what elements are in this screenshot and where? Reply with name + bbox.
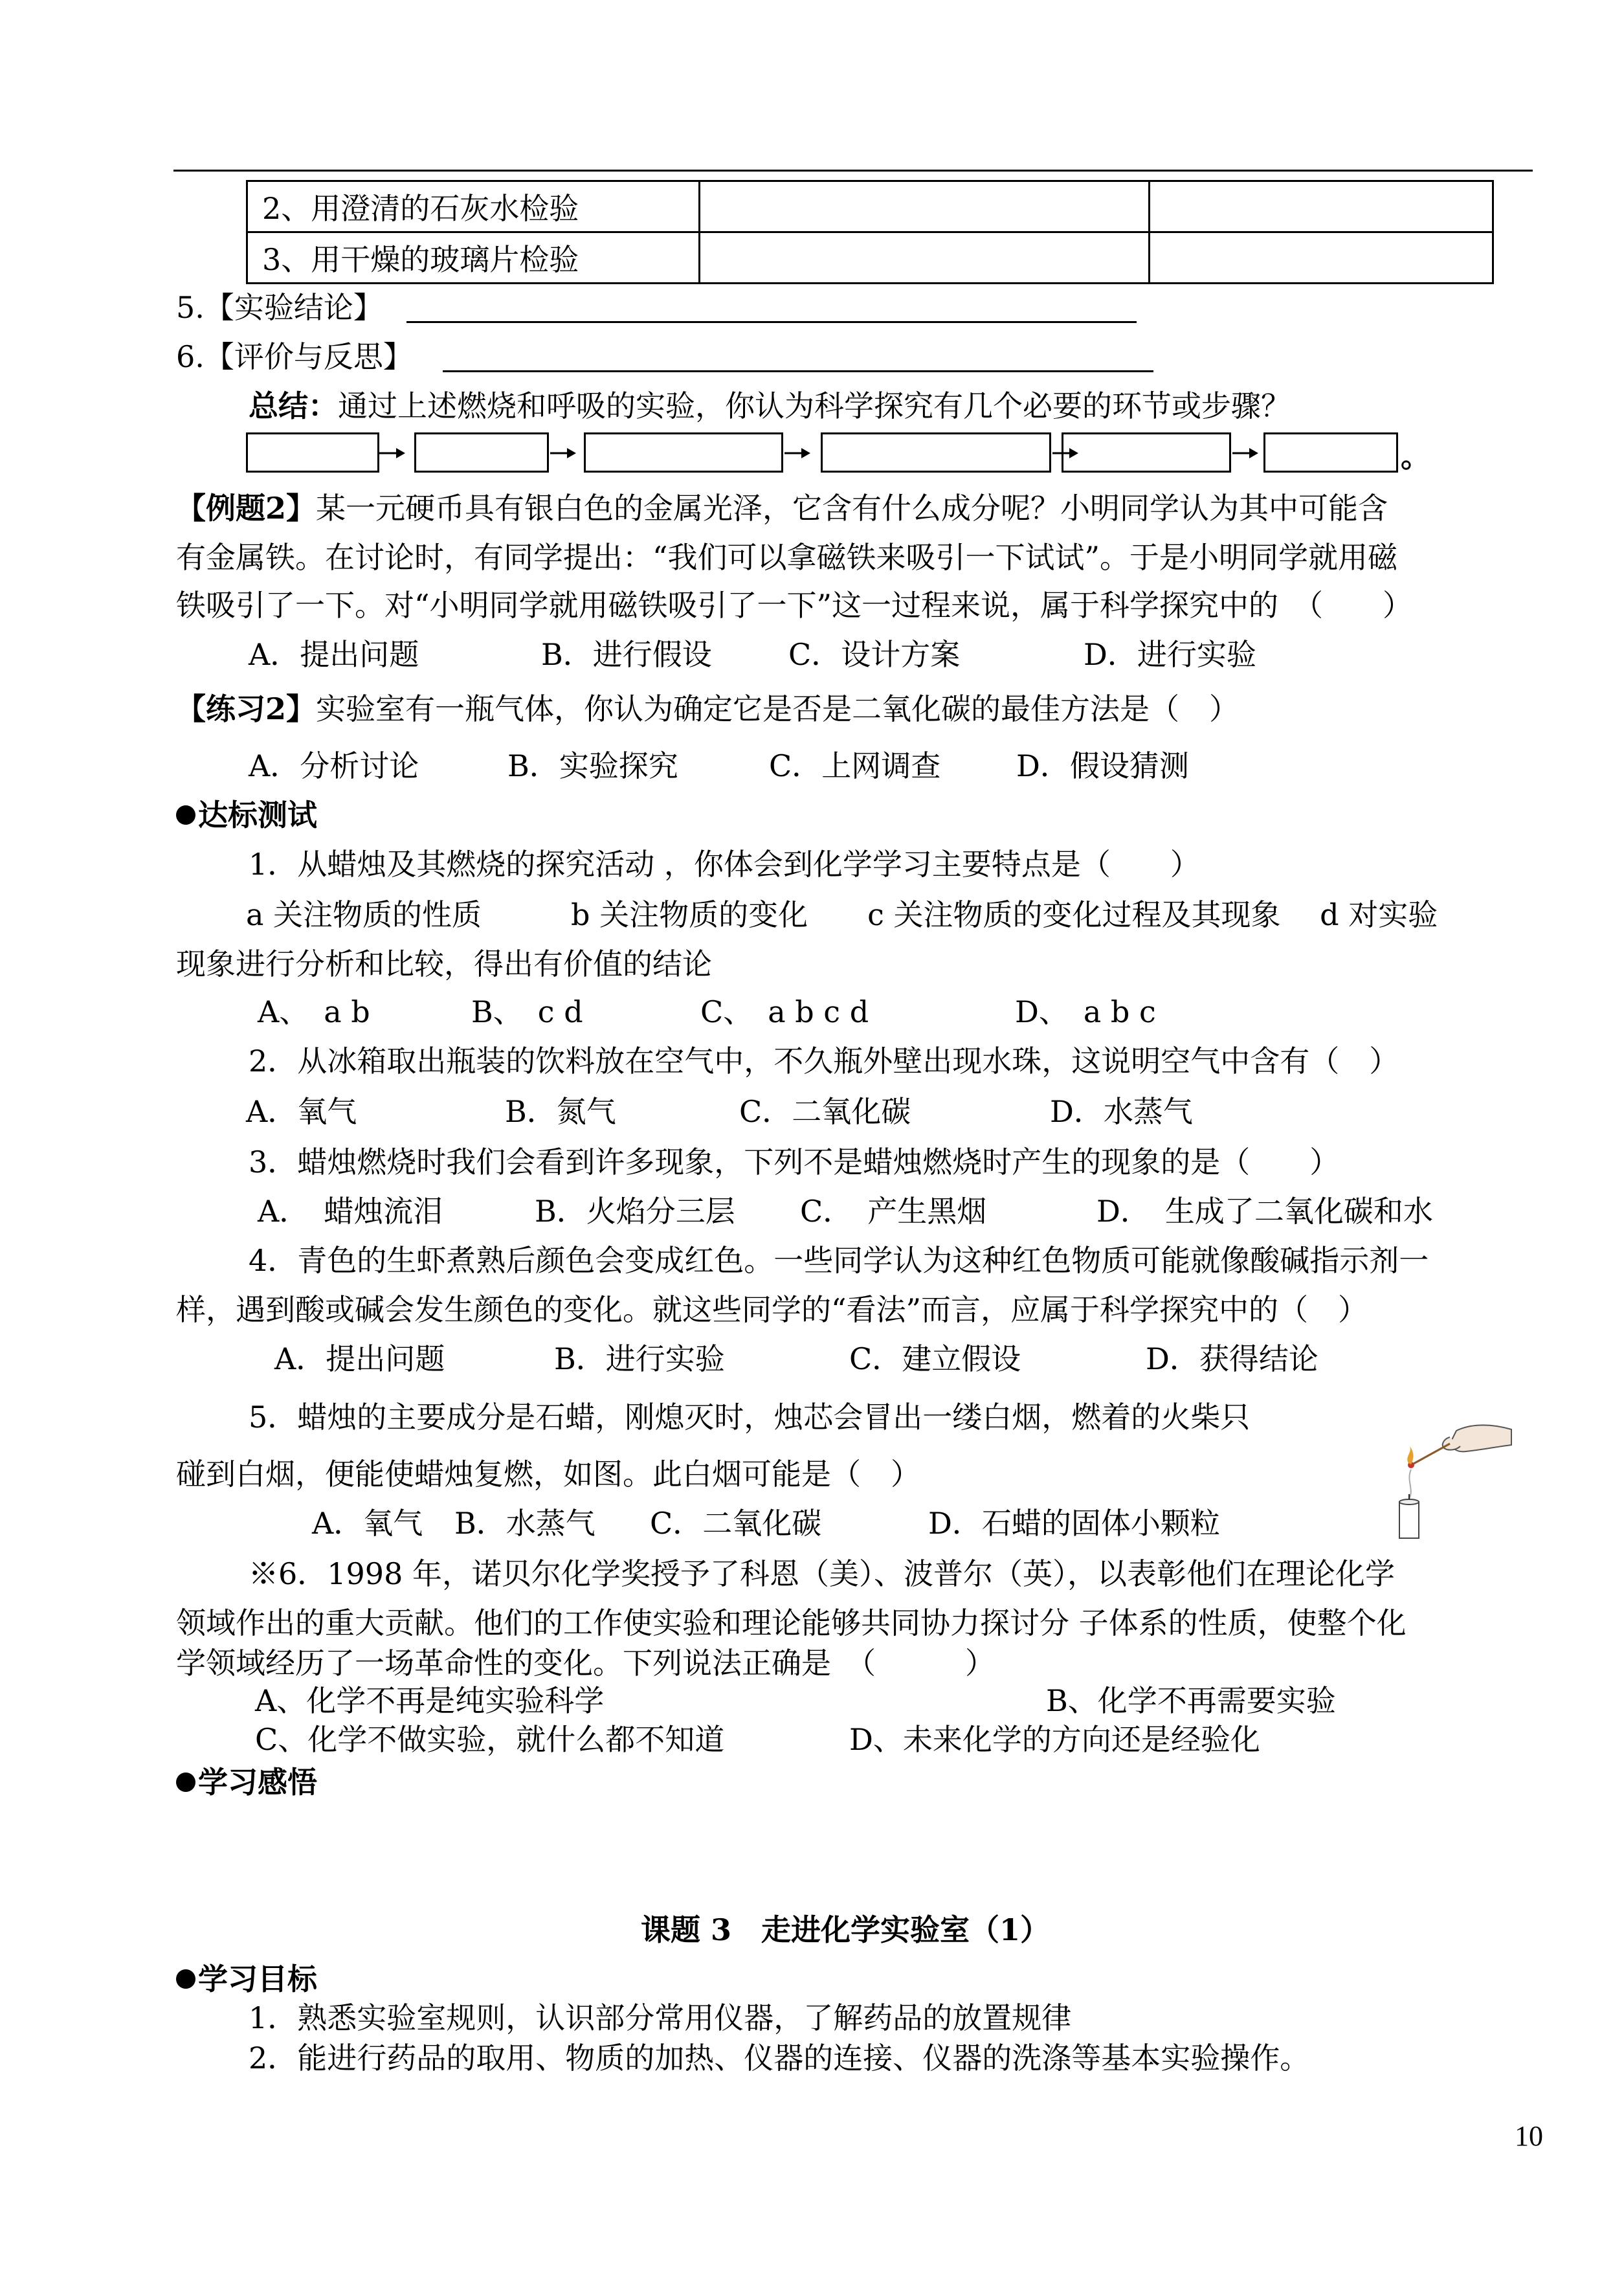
- goals-heading: [176, 1962, 317, 1997]
- reflection-blank[interactable]: [443, 370, 1153, 372]
- table-cell-phenomenon: [700, 232, 1150, 284]
- q5-line2: 碰到白烟，便能使蜡烛复燃，如图。此白烟可能是（ ）: [176, 1457, 920, 1492]
- bullet-icon: [176, 1773, 195, 1792]
- conclusion-blank[interactable]: [406, 321, 1137, 323]
- candle-match-illustration: [1359, 1405, 1515, 1541]
- summary-text: 通过上述燃烧和呼吸的实验，你认为科学探究有几个必要的环节或步骤？: [338, 388, 1291, 423]
- bullet-icon: [176, 1969, 195, 1989]
- header-rule: [173, 170, 1533, 172]
- q4-line1: 4．青色的生虾煮熟后颜色会变成红色。一些同学认为这种红色物质可能就像酸碱指示剂一: [249, 1243, 1429, 1278]
- arrow-right-icon: [1232, 442, 1258, 464]
- section6-label: 6.【评价与反思】: [176, 339, 413, 374]
- q4-line2: 样，遇到酸或碱会发生颜色的变化。就这些同学的“看法”而言，应属于科学探究中的（ ）: [176, 1292, 1368, 1327]
- example2-line1: [176, 491, 1388, 526]
- example2-text: 某一元硬币具有银白色的金属光泽，它含有什么成分呢？小明同学认为其中可能含: [316, 491, 1388, 526]
- example2-line2: 有金属铁。在讨论时，有同学提出：“我们可以拿磁铁来吸引一下试试”。于是小明同学就用磁: [176, 540, 1398, 575]
- q6-line2: 领域作出的重大贡献。他们的工作使实验和理论能够共同协力探讨分 子体系的性质，使整个化: [176, 1605, 1407, 1640]
- option-b[interactable]: B．水蒸气: [454, 1506, 595, 1541]
- option-a[interactable]: A．提出问题: [249, 637, 419, 672]
- option-b[interactable]: B．火焰分三层: [535, 1194, 735, 1229]
- goal-item: 2．能进行药品的取用、物质的加热、仪器的连接、仪器的洗涤等基本实验操作。: [249, 2041, 1310, 2075]
- arrow-right-icon: [784, 442, 810, 464]
- option-a[interactable]: A．提出问题: [274, 1341, 445, 1376]
- option-d[interactable]: D．水蒸气: [1050, 1094, 1193, 1129]
- option-b[interactable]: B．进行实验: [554, 1341, 725, 1376]
- option-b[interactable]: B、 c d: [471, 994, 583, 1029]
- option-b[interactable]: B．实验探究: [507, 748, 678, 783]
- option-d[interactable]: D． 生成了二氧化碳和水: [1096, 1194, 1433, 1229]
- option-b[interactable]: B．进行假设: [541, 637, 712, 672]
- table-cell-method: 2、用澄清的石灰水检验: [247, 181, 700, 232]
- step-box-1[interactable]: [246, 432, 379, 473]
- insight-heading-text: 学习感悟: [198, 1765, 317, 1800]
- option-c[interactable]: C． 产生黑烟: [800, 1194, 987, 1229]
- option-c[interactable]: C、化学不做实验，就什么都不知道: [255, 1722, 725, 1757]
- table-cell-conclusion: [1150, 181, 1493, 232]
- option-d[interactable]: D、未来化学的方向还是经验化: [849, 1722, 1260, 1757]
- example2-line3: 铁吸引了一下。对“小明同学就用磁铁吸引了一下”这一过程来说，属于科学探究中的 （ ）: [176, 588, 1413, 623]
- option-a[interactable]: A．氧气: [246, 1094, 357, 1129]
- test-heading: [176, 798, 317, 833]
- q1-sub1: a 关注物质的性质 b 关注物质的变化 c 关注物质的变化过程及其现象 d 对实验: [246, 897, 1438, 932]
- practice2-line: [176, 691, 1240, 726]
- option-d[interactable]: D．假设猜测: [1016, 748, 1189, 783]
- section5-label: 5.【实验结论】: [176, 290, 383, 325]
- step-box-2[interactable]: [414, 432, 549, 473]
- option-c[interactable]: C．二氧化碳: [739, 1094, 911, 1129]
- example2-label: 【例题2】: [176, 491, 317, 526]
- option-a[interactable]: A．氧气: [312, 1506, 423, 1541]
- summary-line: [249, 388, 1291, 423]
- practice2-label: 【练习2】: [176, 691, 317, 726]
- table-row: [247, 232, 1493, 284]
- q3-text: 3．蜡烛燃烧时我们会看到许多现象，下列不是蜡烛燃烧时产生的现象的是（ ）: [249, 1145, 1340, 1180]
- table-row: [247, 181, 1493, 232]
- test-heading-text: 达标测试: [198, 798, 317, 833]
- option-a[interactable]: A． 蜡烛流泪: [258, 1194, 443, 1229]
- option-d[interactable]: D．进行实验: [1084, 637, 1256, 672]
- insight-heading: [176, 1765, 317, 1800]
- option-a[interactable]: A．分析讨论: [249, 748, 419, 783]
- option-a[interactable]: A、化学不再是纯实验科学: [255, 1683, 605, 1718]
- option-c[interactable]: C．上网调查: [769, 748, 941, 783]
- option-b[interactable]: B、化学不再需要实验: [1046, 1683, 1336, 1718]
- q1-text: 1．从蜡烛及其燃烧的探究活动 ，你体会到化学学习主要特点是（ ）: [249, 847, 1200, 882]
- table-cell-method: 3、用干燥的玻璃片检验: [247, 232, 700, 284]
- q1-sub2: 现象进行分析和比较，得出有价值的结论: [176, 946, 712, 981]
- table-cell-phenomenon: [700, 181, 1150, 232]
- step-box-6[interactable]: [1263, 432, 1398, 473]
- table-cell-conclusion: [1150, 232, 1493, 284]
- option-b[interactable]: B．氮气: [505, 1094, 616, 1129]
- arrow-right-icon: [550, 442, 576, 464]
- arrow-right-icon: [379, 442, 405, 464]
- experiment-table: [246, 180, 1494, 284]
- step-box-3[interactable]: [584, 432, 783, 473]
- bullet-icon: [176, 805, 195, 825]
- goal-item: 1．熟悉实验室规则，认识部分常用仪器，了解药品的放置规律: [249, 2000, 1072, 2035]
- step-box-4[interactable]: [821, 432, 1051, 473]
- option-d[interactable]: D、 a b c: [1015, 994, 1156, 1029]
- option-d[interactable]: D．获得结论: [1146, 1341, 1318, 1376]
- step-box-5[interactable]: [1062, 432, 1231, 473]
- option-c[interactable]: C．设计方案: [788, 637, 961, 672]
- q6-line3: 学领域经历了一场革命性的变化。下列说法正确是 （ ）: [176, 1646, 995, 1681]
- option-d[interactable]: D．石蜡的固体小颗粒: [928, 1506, 1220, 1541]
- summary-label: 总结：: [249, 388, 338, 423]
- q6-line1: ※6．1998 年，诺贝尔化学奖授予了科恩（美）、波普尔（英），以表彰他们在理论化学: [249, 1556, 1395, 1591]
- option-c[interactable]: C、 a b c d: [700, 994, 869, 1029]
- option-a[interactable]: A、 a b: [258, 994, 370, 1029]
- page-number: 10: [1515, 2120, 1543, 2152]
- q2-text: 2．从冰箱取出瓶装的饮料放在空气中，不久瓶外壁出现水珠，这说明空气中含有（ ）: [249, 1044, 1399, 1079]
- q5-line1: 5．蜡烛的主要成分是石蜡，刚熄灭时，烛芯会冒出一缕白烟，燃着的火柴只: [249, 1400, 1251, 1435]
- option-c[interactable]: C．建立假设: [849, 1341, 1021, 1376]
- option-c[interactable]: C．二氧化碳: [650, 1506, 822, 1541]
- goals-heading-text: 学习目标: [198, 1962, 317, 1997]
- lesson-title: 课题 3 走进化学实验室（1）: [641, 1912, 1051, 1947]
- steps-end-mark: 。: [1401, 439, 1430, 474]
- practice2-text: 实验室有一瓶气体，你认为确定它是否是二氧化碳的最佳方法是（ ）: [316, 691, 1240, 726]
